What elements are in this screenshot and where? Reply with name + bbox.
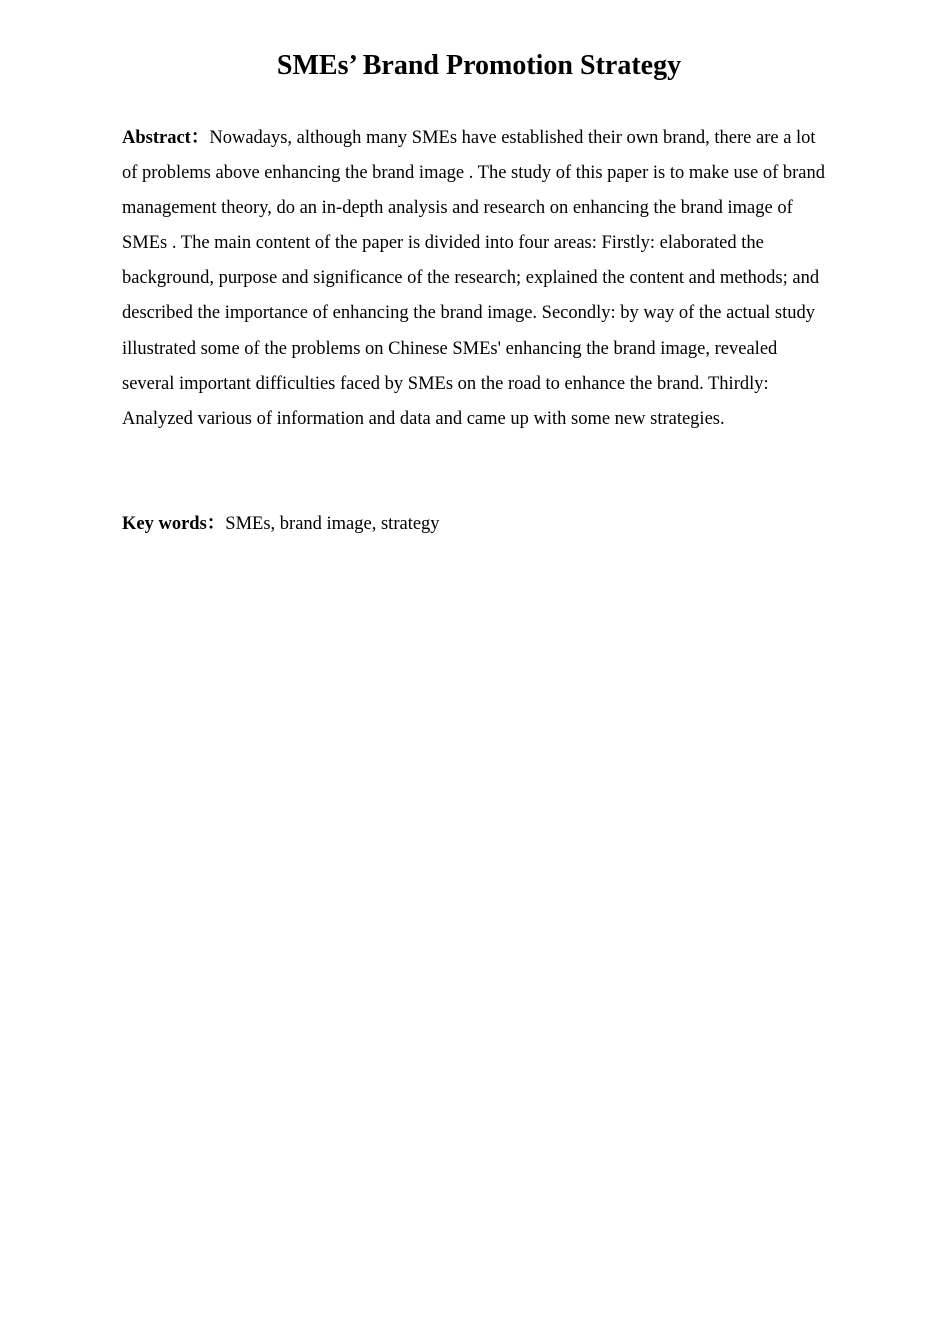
keywords-label: Key words：: [122, 514, 226, 534]
keywords-text: SMEs, brand image, strategy: [225, 514, 440, 534]
abstract-paragraph: [122, 121, 834, 437]
abstract-text: Nowadays, although many SMEs have established their own brand, there are a lot of problems above enhancing the brand image . The study of this paper is to make use of brand management theory, do an in-depth analysis and research on enhancing the brand image of SMEs . The main content of the paper is divided into four areas: Firstly: elaborated the background, purpose and significance of the research; explained the content and methods; and described the importance of enhancing the brand image. Secondly: by way of the actual study illustrated some of the problems on Chinese SMEs' enhancing the brand image, revealed several important difficulties faced by SMEs on the road to enhance the brand. Thirdly: Analyzed various of information and data and came up with some new strategies.: [122, 128, 825, 429]
keywords-paragraph: [122, 507, 834, 542]
abstract-label: Abstract：: [122, 128, 210, 148]
paper-title: SMEs’ Brand Promotion Strategy: [276, 50, 682, 81]
